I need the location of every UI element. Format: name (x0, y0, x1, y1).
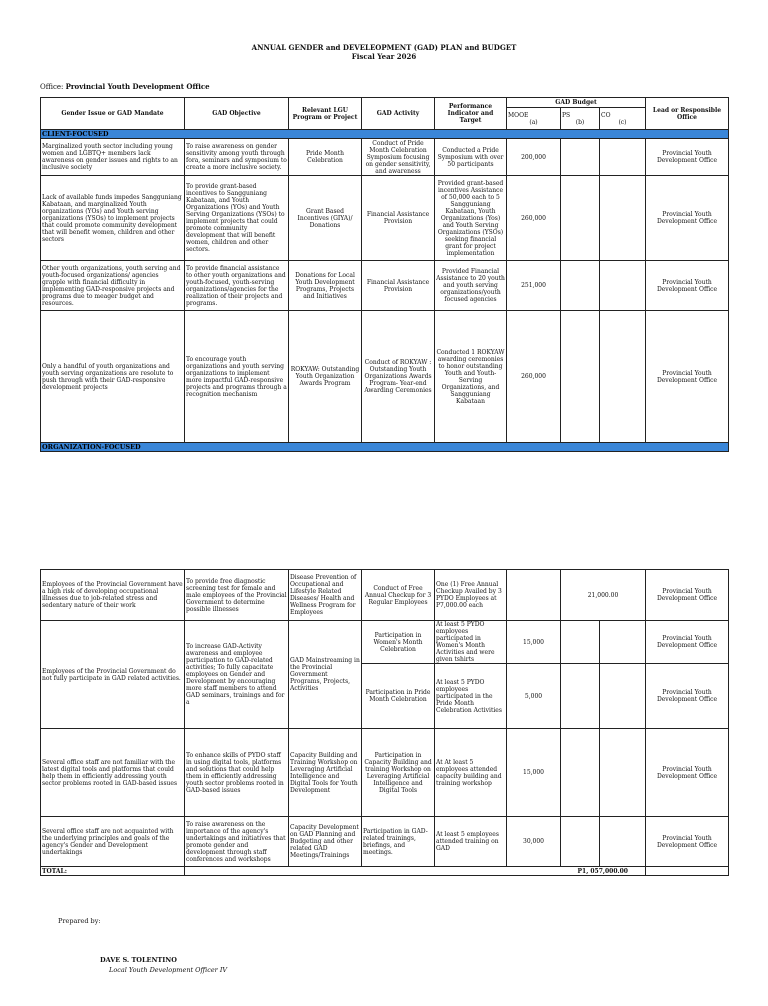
table-row (41, 261, 729, 311)
co-cell (600, 261, 646, 311)
co-cell (600, 729, 646, 817)
lead-cell: Provincial Youth Development Office (646, 139, 729, 176)
mooe-cell: 15,000 (507, 729, 561, 817)
mooe-cell: 30,000 (507, 817, 561, 867)
lead-cell: Provincial Youth Development Office (646, 570, 729, 621)
table-row (41, 729, 729, 817)
col-header-lead: Lead or Responsible Office (646, 98, 729, 130)
lead-cell: Provincial Youth Development Office (646, 817, 729, 867)
objective-cell: To provide free diagnostic screening test for female and male employees of the Provincial Government to determine possible illnesses (185, 570, 289, 621)
program-cell: ROKYAW: Outstanding Youth Organization Awards Program (289, 311, 362, 443)
mooe-cell: 251,000 (507, 261, 561, 311)
office-label: Office: (40, 83, 64, 91)
objective-cell: To encourage youth organizations and youth serving organizations to implement more impactful GAD-responsive projects and programs through a recognition mechanism (185, 311, 289, 443)
issue-cell: Employees of the Provincial Government have a high risk of developing occupational illnesses due to job-related stress and sedentary nature of their work (41, 570, 185, 621)
col-header-ps (561, 108, 600, 130)
objective-cell: To raise awareness on the importance of the agency's undertakings and initiatives that promote gender and development through staff conferences and workshops (185, 817, 289, 867)
co-cell (600, 311, 646, 443)
co-cell (600, 621, 646, 664)
indicator-cell: At least 5 PYDO employees participated in the Pride Month Celebration Activities (435, 664, 507, 729)
table-row (41, 570, 729, 621)
table-row (41, 817, 729, 867)
co-cell (600, 139, 646, 176)
activity-cell: Conduct of ROKYAW : Outstanding Youth Organizations Awards Program- Year-end Awarding Ceremonies (362, 311, 435, 443)
co-cell (600, 817, 646, 867)
document-title: ANNUAL GENDER and DEVELEOPMENT (GAD) PLAN and BUDGET (251, 43, 517, 52)
ps-label: PS (562, 111, 571, 119)
section-organization-focused: ORGANIZATION-FOCUSED (41, 443, 729, 452)
indicator-cell: Provided Financial Assistance to 20 youth and youth serving organizations/youth focused agencies (435, 261, 507, 311)
activity-cell: Participation in Capacity Building and training Workshop on Leveraging Artificial Intelligence and Digital Tools (362, 729, 435, 817)
co-label: CO (601, 111, 611, 119)
fiscal-year: Fiscal Year 2026 (351, 52, 417, 61)
issue-cell: Only a handful of youth organizations and youth serving organizations are resolute to push through with their GAD-responsive development projects (41, 311, 185, 443)
program-cell: GAD Mainstreaming in the Provincial Government Programs, Projects, Activities (289, 621, 362, 729)
indicator-cell: At At least 5 employees attended capacity building and training workshop (435, 729, 507, 817)
issue-cell: Marginalized youth sector including young women and LGBTQ+ members lack awareness on gender issues and rights to an inclusive society (41, 139, 185, 176)
ps-cell (561, 664, 600, 729)
program-cell: Capacity Building and Training Workshop on Leveraging Artificial Intelligence and Digital Tools for Youth Development (289, 729, 362, 817)
ps-cell (561, 139, 600, 176)
ps-cell (561, 817, 600, 867)
indicator-cell: One (1) Free Annual Checkup Availed by 3 PYDO Employees at P7,000.00 each (435, 570, 507, 621)
activity-cell: Participation in Women's Month Celebration (362, 621, 435, 664)
lead-cell: Provincial Youth Development Office (646, 621, 729, 664)
mooe-cell: 5,000 (507, 664, 561, 729)
lead-cell: Provincial Youth Development Office (646, 729, 729, 817)
col-header-objective: GAD Objective (185, 98, 289, 130)
mooe-cell (507, 570, 561, 621)
indicator-cell: At least 5 employees attended training on GAD (435, 817, 507, 867)
objective-cell: To provide financial assistance to other youth organizations and youth-focused, youth-serving organizations/agencies for the realization of their projects and programs. (185, 261, 289, 311)
section-client-focused: CLIENT-FOCUSED (41, 130, 729, 139)
mooe-sub: (a) (529, 118, 538, 126)
ps-cell (561, 621, 600, 664)
col-header-indicator: Performance Indicator and Target (435, 98, 507, 130)
program-cell: Capacity Development on GAD Planning and Budgeting and other related GAD Meetings/Trainings (289, 817, 362, 867)
program-cell: Pride Month Celebration (289, 139, 362, 176)
lead-cell: Provincial Youth Development Office (646, 664, 729, 729)
col-header-activity: GAD Activity (362, 98, 435, 130)
signatory-name: DAVE S. TOLENTINO (100, 956, 177, 964)
indicator-cell: Conducted a Pride Symposium with over 50 participants (435, 139, 507, 176)
co-cell (600, 664, 646, 729)
activity-cell: Conduct of Pride Month Celebration Symposium focusing on gender sensitivity, and awareness (362, 139, 435, 176)
program-cell: Disease Prevention of Occupational and Lifestyle Related Diseases/ Health and Wellness Program for Employees (289, 570, 362, 621)
ps-cell (561, 729, 600, 817)
col-header-issue: Gender Issue or GAD Mandate (41, 98, 185, 130)
lead-cell: Provincial Youth Development Office (646, 311, 729, 443)
office-line (40, 82, 210, 91)
col-header-program: Relevant LGU Program or Project (289, 98, 362, 130)
ps-cell (561, 311, 600, 443)
activity-cell: Conduct of Free Annual Checkup for 3 Regular Employees (362, 570, 435, 621)
indicator-cell: Conducted 1 ROKYAW awarding ceremonies to honor outstanding Youth and Youth-Serving Organizations, and Sangguniang Kabataan (435, 311, 507, 443)
table-row (41, 311, 729, 443)
issue-cell: Other youth organizations, youth serving and youth-focused organizations/ agencies grapple with financial difficulty in implementing GAD-responsive projects and programs due to meager budget and resources. (41, 261, 185, 311)
mooe-label: MOOE (508, 111, 529, 119)
office-name: Provincial Youth Development Office (65, 82, 210, 91)
activity-cell: Participation in GAD-related trainings, briefings, and meetings. (362, 817, 435, 867)
activity-cell: Participation in Pride Month Celebration (362, 664, 435, 729)
objective-cell: To enhance skills of PYDO staff in using digital tools, platforms and solutions that could help them in efficiently addressing youth sector problems rooted in GAD-based issues (185, 729, 289, 817)
issue-cell: Several office staff are not acquainted with the underlying principles and goals of the agency's Gender and Development undertakings (41, 817, 185, 867)
ps-cell: 21,000.00 (561, 570, 646, 621)
ps-cell (561, 261, 600, 311)
objective-cell: To provide grant-based incentives to Sangguniang Kabataan, and Youth Organizations (YOs) and Youth Serving Organizations (YSOs) to implement projects that could promote community development that will benefit women, children and other sectors. (185, 176, 289, 261)
spacer-row (41, 452, 729, 570)
mooe-cell: 260,000 (507, 311, 561, 443)
issue-cell: Lack of available funds impedes Sangguniang Kabataan, and marginalized Youth organizations (YOs) and Youth serving organizations (YSOs) to implement projects that could promote community development that will benefit women, children and other sectors (41, 176, 185, 261)
col-header-co (600, 108, 646, 130)
objective-cell: To increase GAD-Activity awareness and employee participation to GAD-related activities; To fully capacitate employees on Gender and Development by encouraging more staff members to attend GAD seminars, trainings and for a (185, 621, 289, 729)
total-row (41, 867, 729, 876)
ps-cell (561, 176, 600, 261)
gad-plan-table (40, 97, 729, 876)
activity-cell: Financial Assistance Provision (362, 176, 435, 261)
table-row (41, 139, 729, 176)
mooe-cell: 15,000 (507, 621, 561, 664)
lead-cell: Provincial Youth Development Office (646, 261, 729, 311)
program-cell: Donations for Local Youth Development Programs, Projects and Initiatives (289, 261, 362, 311)
mooe-cell: 260,000 (507, 176, 561, 261)
total-label: TOTAL: (41, 867, 185, 876)
issue-cell: Employees of the Provincial Government do not fully participate in GAD related activities. (41, 621, 185, 729)
col-header-mooe (507, 108, 561, 130)
activity-cell: Financial Assistance Provision (362, 261, 435, 311)
prepared-by-label: Prepared by: (58, 917, 101, 925)
issue-cell: Several office staff are not familiar with the latest digital tools and platforms that could help them in efficiently addressing youth sector problems rooted in GAD-based issues (41, 729, 185, 817)
lead-cell: Provincial Youth Development Office (646, 176, 729, 261)
co-sub: (c) (618, 118, 627, 126)
total-amount: P1, 057,000.00 (561, 867, 646, 876)
co-cell (600, 176, 646, 261)
mooe-cell: 200,000 (507, 139, 561, 176)
ps-sub: (b) (575, 118, 585, 126)
col-header-budget: GAD Budget (507, 98, 646, 108)
indicator-cell: At least 5 PYDO employees participated in Women's Month Activities and were given tshirts (435, 621, 507, 664)
signatory-position: Local Youth Development Officer IV (109, 966, 228, 974)
program-cell: Grant Based Incentives (GIYA)/ Donations (289, 176, 362, 261)
objective-cell: To raise awareness on gender sensitivity among youth through fora, seminars and symposium to create a more inclusive society. (185, 139, 289, 176)
table-row (41, 621, 729, 664)
table-row (41, 176, 729, 261)
indicator-cell: Provided grant-based incentives Assistance of 50,000 each to 5 Sangguniang Kabataan, Youth Organizations (Yos) and Youth Serving Organizations (YSOs) seeking financial grant for project implementation (435, 176, 507, 261)
